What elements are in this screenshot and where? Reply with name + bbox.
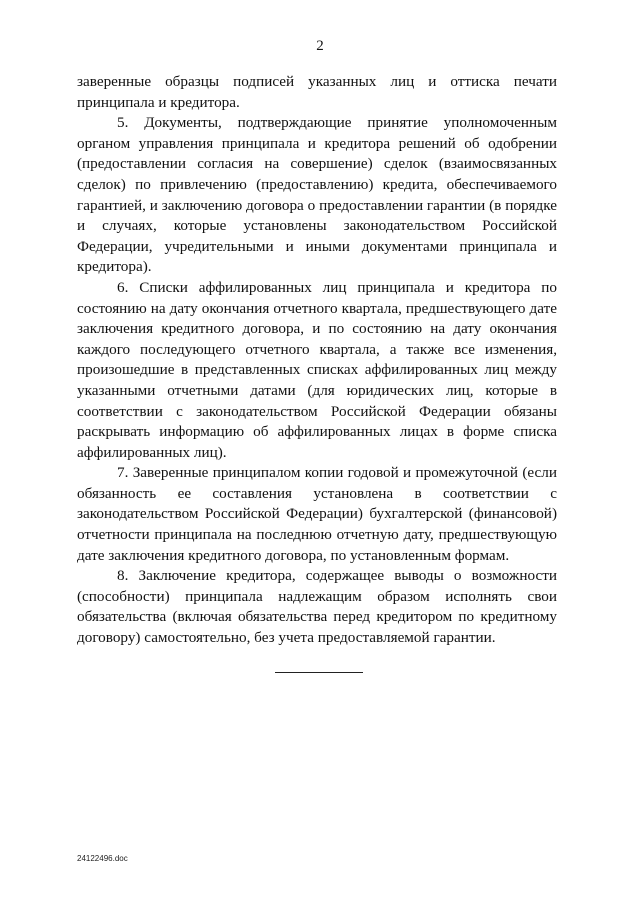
document-file-id: 24122496.doc: [77, 854, 128, 863]
paragraph-item-7: 7. Заверенные принципалом копии годовой и промежуточной (если обязанность ее составления установлена в соответствии с законодательством Российской Федерации) бухгалтерской (финансовой) отчетности принципала на последнюю отчетную дату, предшествующую дате заключения кредитного договора, по установленным формам.: [77, 464, 557, 564]
document-body: [77, 72, 557, 649]
paragraph-continuation: заверенные образцы подписей указанных лиц и оттиска печати принципала и кредитора.: [77, 73, 557, 111]
end-of-document-rule: [275, 672, 363, 673]
paragraph-item-6: 6. Списки аффилированных лиц принципала и кредитора по состоянию на дату окончания отчетного квартала, предшествующего дате заключения кредитного договора, и по состоянию на дату окончания каждого последующего отчетного квартала, а также все изменения, произошедшие в представленных списках аффилированных лиц между указанными отчетными датами (для юридических лиц, которые в соответствии с законодательством Российской Федерации обязаны раскрывать информацию об аффилированных лицах в форме списка аффилированных лиц).: [77, 278, 557, 461]
paragraph-item-8: 8. Заключение кредитора, содержащее выводы о возможности (способности) принципала надлежащим образом исполнять свои обязательства (включая обязательства перед кредитором по кредитному договору) самостоятельно, без учета предоставляемой гарантии.: [77, 567, 557, 647]
paragraph-item-5: 5. Документы, подтверждающие принятие уполномоченным органом управления принципала и кредитора решений об одобрении (предоставлении согласия на совершение) сделок (взаимосвязанных сделок) по привлечению (предоставлению) кредита, обеспечиваемого гарантией, и заключению договора о предоставлении гарантии (в порядке и случаях, которые установлены законодательством Российской Федерации, учредительными и иными документами принципала и кредитора).: [77, 114, 557, 276]
page-number: 2: [316, 38, 324, 54]
